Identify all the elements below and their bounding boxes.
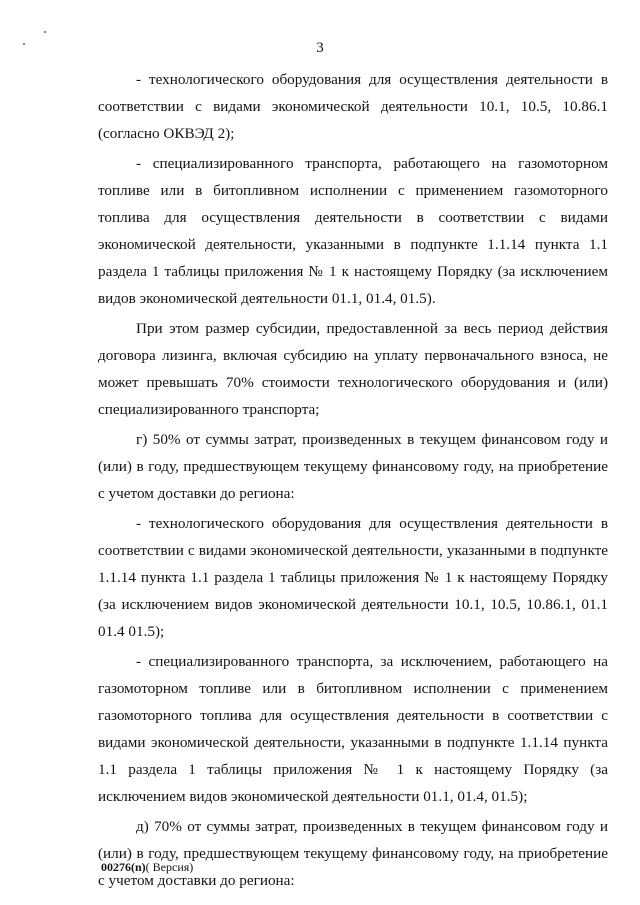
document-version: ( Версия) — [145, 860, 194, 874]
paragraph-clause-g-equipment: - технологического оборудования для осуществления деятельности в соответствии с видами экономической деятельности, указанными в подпункте 1.1.14 пункта 1.1 раздела 1 таблицы приложения № 1 к настоящему Порядку (за исключением видов экономической деятельности 10.1, 10.5, 10.86.1, 01.1 01.4 01.5); — [98, 515, 608, 640]
paragraph-equipment-item: - технологического оборудования для осуществления деятельности в соответствии с видами экономической деятельности 10.1, 10.5, 10.86.1 (согласно ОКВЭД 2); — [98, 71, 608, 142]
page-number: 3 — [316, 40, 324, 56]
document-footer — [101, 860, 193, 874]
scan-speck — [44, 31, 46, 33]
paragraph-clause-d: д) 70% от суммы затрат, произведенных в текущем финансовом году и (или) в году, предшествующем текущему финансовому году, на приобретение с учетом доставки до региона: — [98, 818, 608, 889]
paragraph-subsidy-limit: При этом размер субсидии, предоставленной за весь период действия договора лизинга, включая субсидию на уплату первоначального взноса, не может превышать 70% стоимости технологического оборудования и (или) специализированного транспорта; — [98, 320, 608, 418]
paragraph-transport-item: - специализированного транспорта, работающего на газомоторном топливе или в битопливном исполнении с применением газомоторного топлива для осуществления деятельности в соответствии с видами экономической деятельности, указанными в подпункте 1.1.14 пункта 1.1 раздела 1 таблицы приложения № 1 к настоящему Порядку (за исключением видов экономической деятельности 01.1, 01.4, 01.5). — [98, 155, 608, 307]
document-body — [98, 66, 608, 894]
document-code: 00276(n) — [101, 860, 146, 874]
paragraph-clause-g-transport: - специализированного транспорта, за исключением, работающего на газомоторном топливе или в битопливном исполнении с применением газомоторного топлива для осуществления деятельности в соответствии с видами экономической деятельности, указанными в подпункте 1.1.14 пункта 1.1 раздела 1 таблицы приложения № 1 к настоящему Порядку (за исключением видов экономической деятельности 01.1, 01.4, 01.5); — [98, 653, 608, 805]
paragraph-clause-g: г) 50% от суммы затрат, произведенных в текущем финансовом году и (или) в году, предшествующем текущему финансовому году, на приобретение с учетом доставки до региона: — [98, 431, 608, 502]
